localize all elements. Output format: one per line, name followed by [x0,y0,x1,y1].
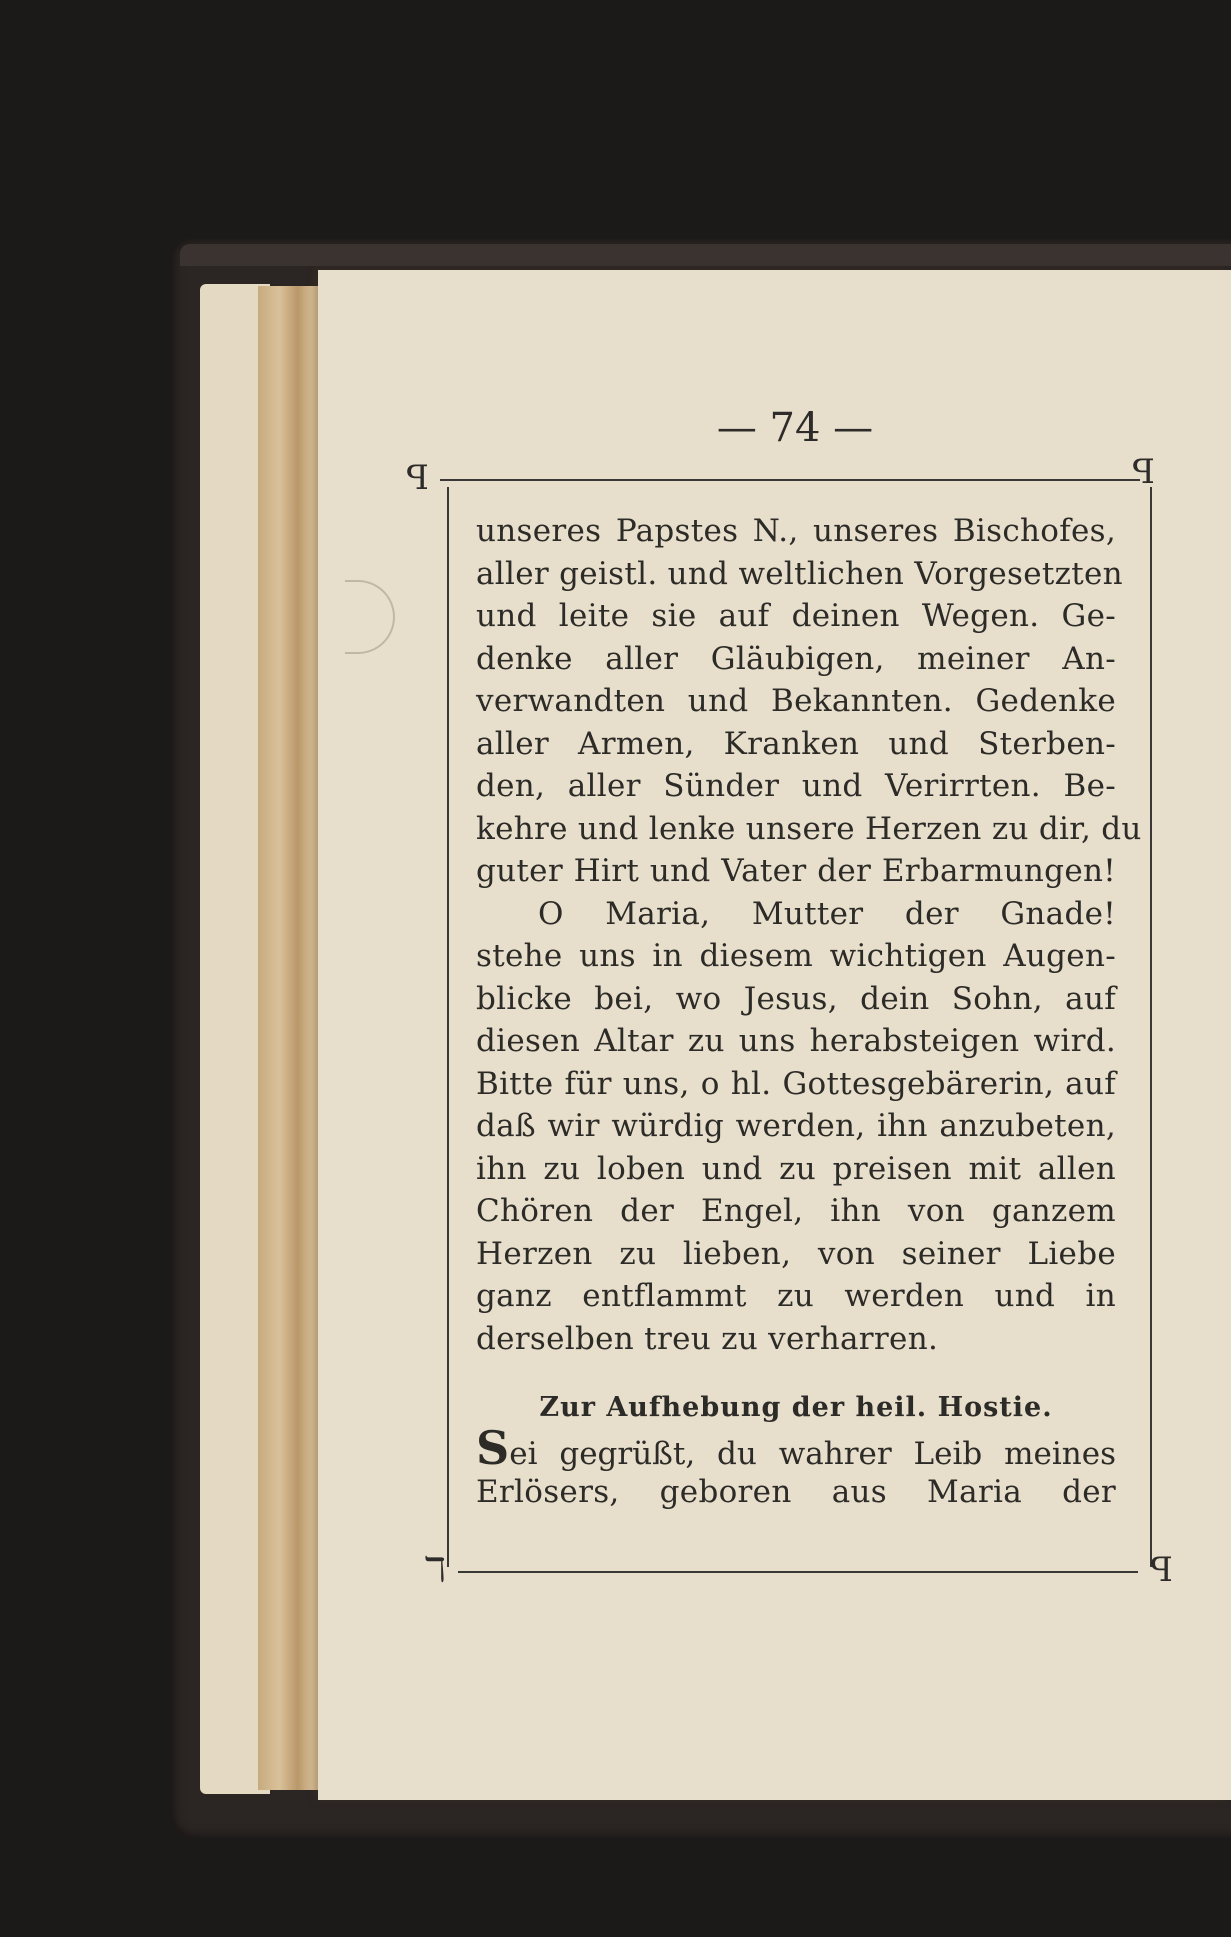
frame-bottom-rule [458,1571,1138,1573]
frame-left-rule [447,487,449,1567]
corner-ornament-top-left: ꟼ [406,458,429,498]
text-line: ganz entflammt zu werden und in [476,1278,1116,1314]
text-line: und leite sie auf deinen Wegen. Ge- [476,598,1116,634]
corner-ornament-bottom-right: ꟼ [1150,1550,1173,1590]
frame-top-rule [440,479,1140,481]
text-line: den, aller Sünder und Verirrten. Be- [476,768,1116,804]
text-line: denke aller Gläubigen, meiner An- [476,640,1116,677]
text-line: aller Armen, Kranken und Sterben- [476,725,1116,762]
text-line: verwandten und Bekannten. Gedenke [476,683,1116,719]
text-line: Bitte für uns, o hl. Gottesgebärerin, auf [476,1065,1116,1102]
dropcap-line [476,1421,1116,1475]
text-line: Chören der Engel, ihn von ganzem [476,1193,1116,1229]
text-line: Erlösers, geboren aus Maria der [476,1473,1116,1510]
text-line: derselben treu zu verharren. [476,1320,939,1357]
page-number: — 74 — [716,405,874,451]
section-heading: Zur Aufhebung der heil. Hostie. [539,1392,1053,1423]
text-line: daß wir würdig werden, ihn anzubeten, [476,1108,1116,1144]
dropcap-line-text: ei gegrüßt, du wahrer Leib meines [509,1436,1116,1472]
dropcap-letter: S [476,1421,510,1475]
text-line: blicke bei, wo Jesus, dein Sohn, auf [476,980,1116,1017]
text-line: kehre und lenke unsere Herzen zu dir, du [476,810,1142,847]
text-line: O Maria, Mutter der Gnade! [538,895,1116,932]
text-line: diesen Altar zu uns herabsteigen wird. [476,1023,1116,1059]
prayer-text [476,510,1142,1513]
text-line: stehe uns in diesem wichtigen Augen- [476,938,1116,974]
text-line: ihn zu loben und zu preisen mit allen [476,1150,1116,1187]
cover-top-edge [180,244,1231,266]
text-line: Herzen zu lieben, von seiner Liebe [476,1235,1116,1272]
text-line: unseres Papstes N., unseres Bischofes, [476,513,1116,549]
corner-ornament-bottom-left: ℸ [424,1550,446,1590]
frame-right-rule [1150,487,1152,1567]
text-line: guter Hirt und Vater der Erbarmungen! [476,853,1116,889]
text-line: aller geistl. und weltlichen Vorgesetzten [476,555,1123,592]
corner-ornament-top-right: ꟼ [1132,452,1155,492]
